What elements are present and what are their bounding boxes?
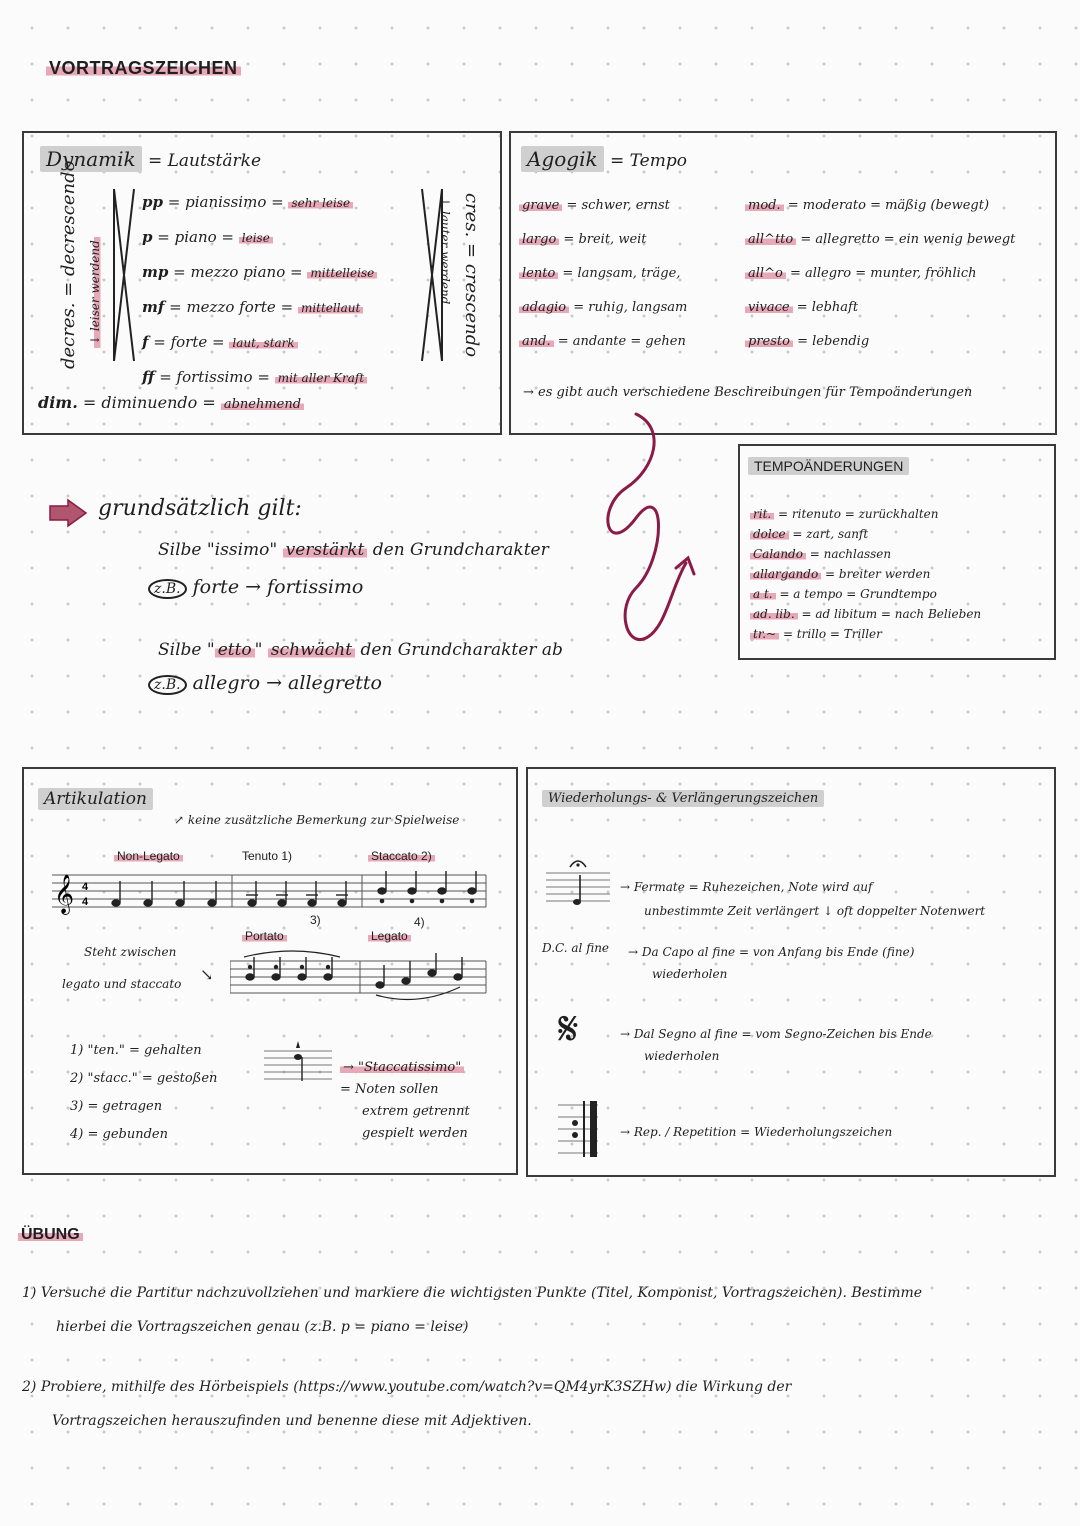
crescendo-label: cres. = crescendo [461,193,482,358]
rep-text: → Rep. / Repetition = Wiederholungszeichen [620,1125,893,1139]
agogik-heading: Agogik = Tempo [521,147,687,171]
dynamik-rows [142,185,377,395]
svg-text:𝄞: 𝄞 [54,874,75,914]
artikulation-annotation: ↗ keine zusätzliche Bemerkung zur Spielweise [174,813,460,827]
uebung-task-2: 2) Probiere, mithilfe des Hörbeispiels (https://www.youtube.com/watch?v=QM4yrK3SZHw) die Wirkung der Vortragszeichen herauszufinden und benenne diese mit Adjektiven. [22,1379,792,1429]
artikulation-list-item: 4) = gebunden [70,1127,168,1142]
artikulation-box [22,767,518,1175]
crescendo-sub: ↓ lauter werdend [438,197,452,305]
tempo-changes-heading: TEMPOÄNDERUNGEN [748,458,909,474]
staccatissimo-note [264,1037,334,1087]
agogik-right-list [745,189,1015,359]
fermata-icon [546,857,612,909]
agogik-row: and. = andante = gehen [519,325,687,359]
wiederholung-box [526,767,1056,1177]
tempo-changes-list [750,504,981,644]
tempo-changes-box [738,444,1056,660]
swirl-arrow-icon [596,408,706,658]
label-portato: Portato [242,929,287,943]
tempo-change-row: a t. = a tempo = Grundtempo [750,584,981,604]
uebung-heading: ÜBUNG [18,1226,83,1244]
page-title: VORTRAGSZEICHEN [46,58,241,79]
between-text-1: Steht zwischen [84,945,177,959]
notation-staff-2 [230,947,488,1003]
label-legato: Legato [368,929,411,943]
decrescendo-sub: ↓ leiser werdend [88,237,102,348]
fermate-text: → Fermate = Ruhezeichen, Note wird auf unbestimmte Zeit verlängert ↓ oft doppelter Notenwert [620,880,986,918]
arrow-right-icon [48,498,88,528]
tempo-change-row: tr.~ = trillo = Triller [750,624,981,644]
agogik-row: presto = lebendig [745,325,1015,359]
agogik-row: all^tto = allegretto = ein wenig bewegt [745,223,1015,257]
tempo-change-row: ad. lib. = ad libitum = nach Belieben [750,604,981,624]
label-4: 4) [414,915,425,929]
agogik-row: all^o = allegro = munter, fröhlich [745,257,1015,291]
agogik-row: lento = langsam, träge, [519,257,687,291]
dynamik-row: mp = mezzo piano = mittelleise [142,255,377,290]
between-text-2: legato und staccato [62,977,182,991]
dynamik-row: f = forte = laut, stark [142,325,377,360]
dynamik-heading: Dynamik = Lautstärke [40,147,261,171]
artikulation-list-item: 3) = getragen [70,1099,163,1114]
svg-text:4: 4 [82,896,89,908]
dynamik-row: mf = mezzo forte = mittellaut [142,290,377,325]
agogik-row: largo = breit, weit [519,223,687,257]
uebung-task-1: 1) Versuche die Partitur nachzuvollziehen und markiere die wichtigsten Punkte (Titel, Komponist, Vortragszeichen). Bestimme hierbei die Vortragszeichen genau (z.B. p = piano = leise) [22,1285,923,1335]
agogik-row: vivace = lebhaft [745,291,1015,325]
repeat-sign-icon [558,1097,602,1159]
agogik-row: mod. = moderato = mäßig (bewegt) [745,189,1015,223]
decrescendo-hairpin [110,185,140,365]
label-tenuto: Tenuto 1) [242,849,293,863]
label-3: 3) [310,913,321,927]
dc-al-fine-symbol: D.C. al fine [542,941,610,955]
label-staccato: Staccato 2) [368,849,435,863]
grundsatz-heading: grundsätzlich gilt: [98,496,302,521]
dynamik-row: ff = fortissimo = mit aller Kraft [142,360,377,395]
grundsatz-example-2: z.B. allegro → allegretto [148,672,382,694]
tempo-change-row: dolce = zart, sanft [750,524,981,544]
dc-text: → Da Capo al fine = von Anfang bis Ende (fine) wiederholen [628,945,915,981]
diminuendo-line: dim. = diminuendo = abnehmend [38,393,304,412]
grundsatz-line-2: Silbe " etto " schwächt den Grundcharakter ab [158,640,563,660]
agogik-box [509,131,1057,435]
notation-staff-1 [52,867,488,917]
grundsatz-line-1: Silbe "issimo" verstärkt den Grundcharakter [158,540,549,560]
grundsatz-example-1: z.B. forte → fortissimo [148,576,363,598]
decrescendo-label: decres. = decrescendo [58,160,79,369]
tempo-change-row: Calando = nachlassen [750,544,981,564]
dynamik-row: pp = pianissimo = sehr leise [142,185,377,220]
svg-text:4: 4 [82,881,89,893]
staccatissimo-text: → "Staccatissimo" = Noten sollen extrem getrennt gespielt werden [340,1060,470,1141]
artikulation-list-item: 1) "ten." = gehalten [70,1043,202,1058]
arrow-right-icon: ↘ [200,965,214,984]
tempo-change-row: rit. = ritenuto = zurückhalten [750,504,981,524]
segno-icon: 𝄋 [558,1001,579,1057]
agogik-row: adagio = ruhig, langsam [519,291,687,325]
agogik-row: grave = schwer, ernst [519,189,687,223]
agogik-note: → es gibt auch verschiedene Beschreibungen für Tempoänderungen [523,385,973,400]
artikulation-list-item: 2) "stacc." = gestoßen [70,1071,218,1086]
artikulation-heading: Artikulation [38,789,153,809]
artikulation-list [70,1037,217,1149]
dynamik-box [22,131,502,435]
agogik-left-list [519,189,687,359]
tempo-change-row: allargando = breiter werden [750,564,981,584]
wiederholung-heading: Wiederholungs- & Verlängerungszeichen [542,791,824,806]
dynamik-row: p = piano = leise [142,220,377,255]
ds-text: → Dal Segno al fine = vom Segno-Zeichen bis Ende wiederholen [620,1027,932,1063]
label-non-legato: Non-Legato [114,849,183,863]
